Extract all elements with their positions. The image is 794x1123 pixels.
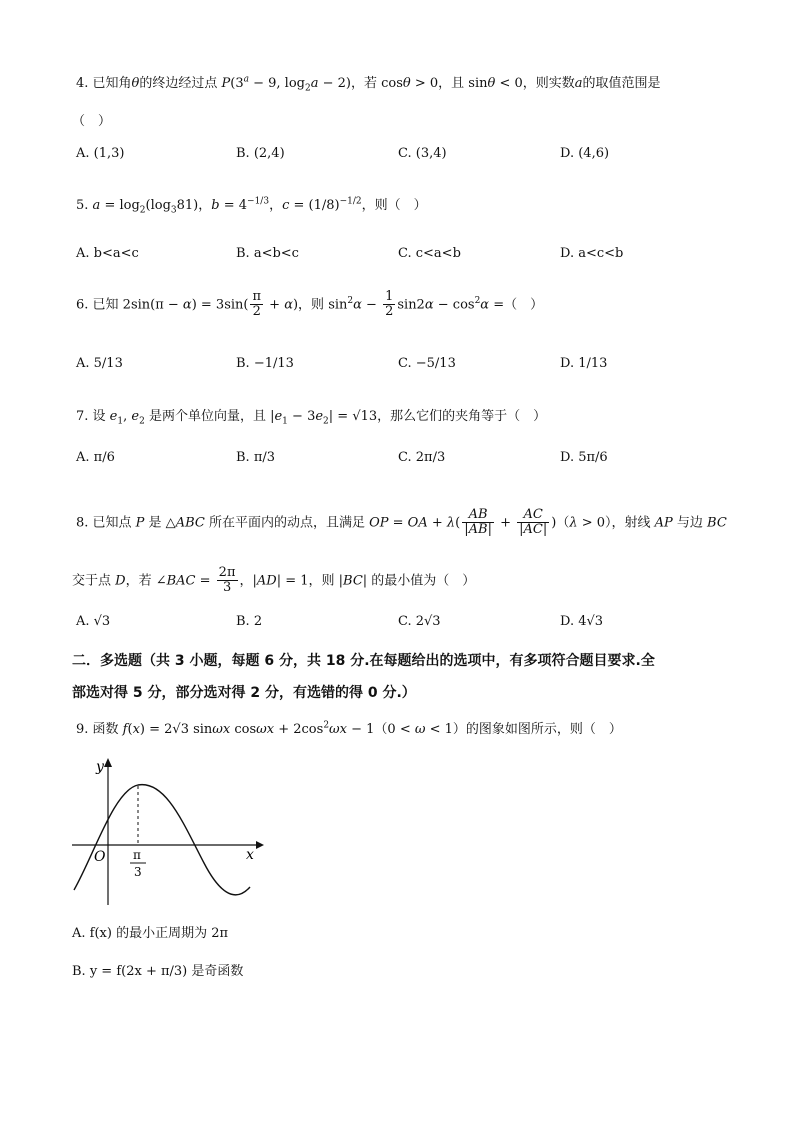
- tick-label-denominator: 3: [134, 865, 142, 879]
- q9-graph: [66, 755, 266, 910]
- sine-curve: [74, 785, 250, 895]
- q5-option-b: B. a<b<c: [236, 246, 299, 261]
- q4-stem: 4. 已知角θ的终边经过点 $P(3^a - 9$, $\log_2a - 2$)，若 cosθ > 0，且 sinθ < 0，则实数a的取值范围是: [76, 74, 661, 94]
- q7-option-d: D. 5π/6: [560, 450, 608, 465]
- q6-option-d: D. 1/13: [560, 356, 608, 371]
- x-label: x: [246, 847, 254, 863]
- q9-option-b: B. y = f(2x + π/3) 是奇函数: [72, 964, 244, 979]
- q9-stem: 9. 函数 f(x) = 2√3 sinωx $\cos\omega x + 2\cos^2\omega x - 1(0 < \omega < 1)$的图象如图所示，则（ ）: [76, 720, 622, 737]
- q8-option-d: D. 4√3: [560, 614, 604, 629]
- tick-label-numerator: π: [133, 848, 141, 862]
- q8-stem-line1: 8. 已知点 P 是 △ABC 所在平面内的动点，且满足 OP = OA + λ( $\frac{AB}{|AB|}$ + $\frac{AC}{|AC|}$ )（λ > 0），射线 AP 与边 BC: [76, 507, 727, 538]
- q5-stem: 5. $a = \log_2(\log_381)$，$b = 4^{-1/3}$，$c = (1/8)^{-1/2}$，则（ ）: [76, 196, 427, 216]
- q6-option-c: C. −5/13: [398, 356, 456, 371]
- q4-option-d: D. (4,6): [560, 146, 610, 161]
- q5-option-a: A. b<a<c: [76, 246, 139, 261]
- q8-option-a: A. √3: [76, 614, 111, 629]
- section2-heading-line1: 二．多选题（共 3 小题，每题 6 分，共 18 分.在每题给出的选项中，有多项符合题目要求.全: [72, 653, 655, 669]
- q5-option-c: C. c<a<b: [398, 246, 461, 261]
- q9-option-a: A. f(x) 的最小正周期为 2π: [72, 926, 229, 941]
- q8-option-c: C. 2√3: [398, 614, 441, 629]
- q4-bracket: （ ）: [72, 114, 112, 129]
- q4-option-b: B. (2,4): [236, 146, 285, 161]
- q7-stem: 7. 设 $e_1$, $e_2$ 是两个单位向量，且 $|e_1 - 3e_2| = √13$，那么它们的夹角等于（ ）: [76, 409, 547, 427]
- q8-option-b: B. 2: [236, 614, 263, 629]
- y-label: y: [96, 759, 104, 775]
- x-axis-arrow-icon: [256, 841, 264, 849]
- q5-option-d: D. a<c<b: [560, 246, 624, 261]
- q4-option-c: C. (3,4): [398, 146, 447, 161]
- q7-option-c: C. 2π/3: [398, 450, 446, 465]
- y-axis-arrow-icon: [104, 758, 112, 767]
- q8-stem-line2: 交于点 D，若 ∠BAC = $\frac{2\pi}{3}$ ，|AD| = 1，则 |BC| 的最小值为（ ）: [72, 565, 476, 596]
- section2-heading-line2: 部选对得 5 分，部分选对得 2 分，有选错的得 0 分.）: [72, 685, 416, 701]
- q4-option-a: A. (1,3): [76, 146, 125, 161]
- q6-option-a: A. 5/13: [76, 356, 123, 371]
- origin-label: O: [94, 849, 106, 865]
- q6-option-b: B. −1/13: [236, 356, 294, 371]
- q6-stem: 6. 已知 2sin(π − α) = 3sin( $\frac{\pi}{2}$ + α)，则 $\sin^2\alpha$ − $\frac{1}{2}$ $\sin 2\alpha - \cos^2\alpha$ =（ ）: [76, 289, 544, 320]
- q7-option-a: A. π/6: [76, 450, 115, 465]
- q7-option-b: B. π/3: [236, 450, 276, 465]
